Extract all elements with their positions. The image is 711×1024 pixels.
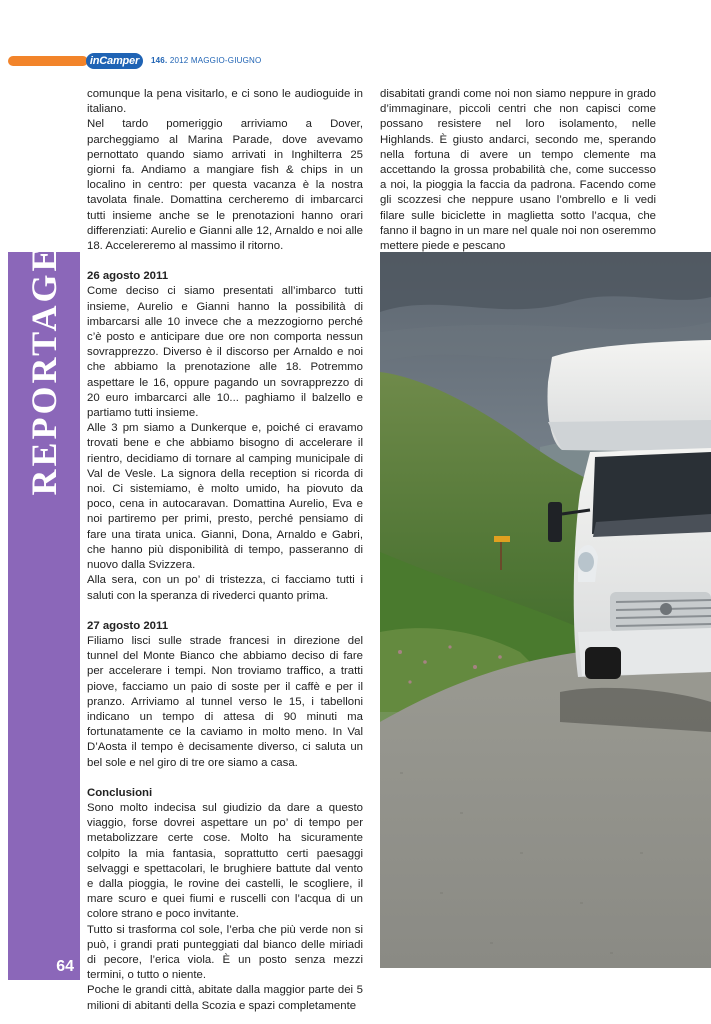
paragraph: Nel tardo pomeriggio arriviamo a Dover, parcheggiamo al Marina Parade, dove avevamo pernottato quando siamo arrivati in Inghilterra 25 giorni fa. Andiamo a mangiare fish & chips in un localino in centro: per questa vacanza è la nostra tavolata finale. Domattina cercheremo di imbarcarci tutti insieme anche se le prenotazioni hanno orari differenziati: Aurelio e Gianni alle 12, Arnaldo e noi alle 18. Accelereremo al massimo il ritorno. [87,118,363,253]
conclusions-heading: Conclusioni [87,786,153,799]
section-date-heading: 26 agosto 2011 [87,270,169,283]
paragraph: Poche le grandi città, abitate dalla maggior parte dei 5 milioni di abitanti della Scozia e spazi completamente [87,984,363,1012]
paragraph: Tutto si trasforma col sole, l’erba che più verde non si può, i grandi prati punteggiati dal bianco delle miriadi di pecore, l’erica viola. È un posto senza mezzi termini, o tutto o niente. [87,923,363,982]
paragraph: comunque la pena visitarlo, e ci sono le audioguide in italiano. [87,88,363,116]
article-column-2 [380,87,656,254]
issue-info [151,56,261,65]
page-number: 64 [56,958,74,975]
issue-number: 146. [151,56,168,65]
section-title-wrap [8,244,80,552]
paragraph: Alla sera, con un po’ di tristezza, ci facciamo tutti i saluti con la speranza di rivederci quanto prima. [87,574,363,602]
issue-period: 2012 MAGGIO-GIUGNO [169,56,262,65]
header-accent-bar [8,56,88,66]
section-title: REPORTAGE [24,244,64,496]
paragraph: Alle 3 pm siamo a Dunkerque e, poiché ci eravamo trovati bene e che abbiamo bisogno di accelerare il rientro, decidiamo di tornare al camping municipale di Val de Vesle. La signora della reception si ricorda di noi. Ci sistemiamo, è molto umido, ha piovuto da poco, cena in autocaravan. Domattina Aurelio, Eva e noi partiremo per primi, presto, perché pensiamo di fare una tirata unica. Gianni, Dona, Arnaldo e Gabri, che hanno più disponibilità di tempo, passeranno di nuovo dalla Svizzera. [87,422,363,572]
magazine-logo: inCamper [86,53,143,69]
article-column-1 [87,87,363,1014]
paragraph: Filiamo lisci sulle strade francesi in direzione del tunnel del Monte Bianco che abbiamo deciso di fare per accelerare i tempi. Non troviamo traffico, a tratti piove, facciamo un paio di soste per il caffè e per il pranzo. Arriviamo al tunnel verso le 15, i tabelloni indicano un tempo di attesa di 90 minuti ma fortunatamente ce la caviamo in molto meno. In Val D’Aosta il tempo è decisamente diverso, ci saluta un bel sole e nel giro di tre ore siamo a casa. [87,634,363,769]
paragraph: Come deciso ci siamo presentati all’imbarco tutti insieme, Aurelio e Gianni hanno la possibilità di imbarcarsi alle 10 invece che a mezzogiorno perché c’è posto e anticipare due ore non comporta nessun sovrapprezzo. Diverso è il discorso per Arnaldo e noi che abbiamo la prenotazione alle 18. Potremmo aspettare le 16, oppure pagando un sovrapprezzo di 20 euro imbarcarci alle 10... paghiamo il balzello e partiamo tutti insieme. [87,285,363,420]
paragraph: Sono molto indecisa sul giudizio da dare a questo viaggio, forse dovrei aspettare un po’ di tempo per metabolizzare certe cose. Molto ha sicuramente colpito la mia fantasia, soprattutto certi paesaggi selvaggi e spettacolari, le brughiere battute dal vento e dalla pioggia, le rovine dei castelli, le scogliere, il mare scuro e quei fiumi e ruscelli con l’acqua di un colore strano e poco invitante. [87,801,363,921]
section-sidebar [8,244,80,980]
paragraph: disabitati grandi come noi non siamo neppure in grado d’immaginare, piccoli centri che non capisci come possano resistere nel loro isolamento, nelle Highlands. È giusto andarci, secondo me, sperando nella fortuna di avere un tempo clemente ma accettando la grossa probabilità che, come successo a noi, la pioggia la faccia da padrona. Facendo come gli scozzesi che neppure usano l’ombrello e li vedi filare sulle biciclette in maglietta sotto l’acqua, che fanno il bagno in un mare nel quale noi non oseremmo mettere piede e pescano [380,88,656,253]
section-date-heading: 27 agosto 2011 [87,619,169,632]
camper-photo [380,252,711,968]
